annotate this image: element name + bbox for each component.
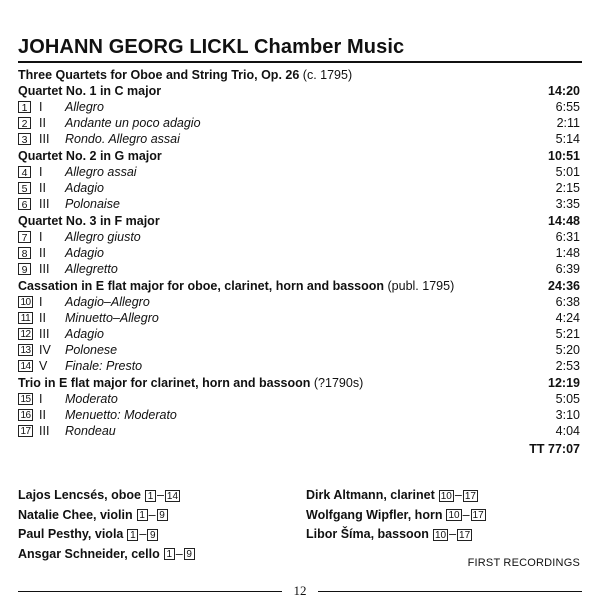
movement-number: I [39, 100, 43, 114]
track-row [18, 358, 580, 374]
tracklist-section [18, 375, 580, 439]
track-duration: 6:55 [555, 100, 580, 114]
track-row [18, 294, 580, 310]
track-duration: 5:20 [555, 343, 580, 357]
track-number-box: 5 [18, 182, 31, 194]
track-duration: 5:01 [555, 165, 580, 179]
movement-number: III [39, 197, 50, 211]
work-header-title: Quartet No. 2 in G major [18, 149, 162, 163]
track-range-start-box: 1 [127, 529, 138, 541]
track-range-end-box: 17 [459, 529, 471, 541]
work-header-note: (publ. 1795) [387, 279, 455, 293]
track-duration: 6:39 [555, 262, 580, 276]
movement-title: Moderato [65, 392, 118, 406]
movement-number: I [39, 392, 43, 406]
tracklist-section [18, 67, 580, 147]
movement-title: Adagio [65, 181, 104, 195]
work-header-title: Quartet No. 3 in F major [18, 214, 160, 228]
track-range-dash: – [449, 527, 457, 541]
movement-title: Polonese [65, 343, 118, 357]
track-range-dash: – [175, 546, 183, 561]
track-duration: 2:11 [556, 116, 580, 130]
track-number-box: 15 [18, 393, 33, 405]
track-row [18, 342, 580, 358]
track-duration: 6:31 [555, 230, 580, 244]
track-number-box: 9 [18, 263, 31, 275]
work-total-time: 10:51 [548, 149, 580, 163]
movement-number: II [39, 311, 46, 325]
grand-total-time: TT 77:07 [529, 442, 580, 456]
track-number-box: 12 [18, 328, 33, 340]
work-header-row [18, 278, 580, 294]
track-row [18, 261, 580, 277]
work-total-time: 24:36 [548, 279, 580, 293]
movement-number: V [39, 359, 48, 373]
track-row [18, 180, 580, 196]
movement-number: III [39, 132, 50, 146]
track-row [18, 326, 580, 342]
movement-title: Adagio [65, 246, 104, 260]
footer-rule-right [318, 591, 582, 592]
work-header-note: (?1790s) [313, 376, 364, 390]
movement-title: Allegro giusto [65, 230, 141, 244]
work-header-title: Quartet No. 1 in C major [18, 84, 162, 98]
page-title: JOHANN GEORG LICKL Chamber Music [18, 36, 405, 58]
performer-name: Libor Šíma, bassoon [306, 527, 429, 541]
work-total-time: 12:19 [548, 376, 580, 390]
movement-number: I [39, 165, 43, 179]
track-range-start-box: 10 [448, 510, 460, 522]
track-number-box: 13 [18, 344, 33, 356]
movement-number: I [39, 230, 43, 244]
track-duration: 6:38 [555, 295, 580, 309]
track-duration: 5:21 [555, 327, 580, 341]
performer-name: Dirk Altmann, clarinet [306, 488, 435, 502]
track-row [18, 407, 580, 423]
movement-number: II [39, 116, 46, 130]
tracklist-section [18, 213, 580, 277]
track-range-dash: – [139, 527, 147, 541]
track-duration: 5:14 [555, 132, 580, 146]
performer-row [306, 506, 486, 526]
performer-row [306, 486, 486, 506]
track-range-start-box: 1 [137, 509, 148, 521]
track-duration: 5:05 [555, 392, 580, 406]
track-row [18, 115, 580, 131]
track-duration: 3:35 [555, 197, 580, 211]
movement-title: Allegro [65, 100, 104, 114]
performer-name: Ansgar Schneider, cello [18, 546, 160, 561]
performer-name: Lajos Lencsés, oboe [18, 488, 141, 502]
work-header-row [18, 83, 580, 99]
track-number-box: 16 [18, 409, 33, 421]
track-range-end-box: 17 [464, 490, 476, 502]
movement-number: IV [39, 343, 51, 357]
movement-number: I [39, 295, 43, 309]
page-number: 12 [293, 583, 307, 598]
work-header [18, 278, 454, 294]
movement-title: Finale: Presto [65, 359, 143, 373]
track-range-end-box: 9 [157, 509, 168, 521]
track-range-start-box: 1 [145, 490, 156, 502]
movement-title: Adagio–Allegro [65, 295, 150, 309]
work-header [18, 83, 161, 99]
performer-row [18, 486, 195, 506]
work-header [18, 375, 363, 391]
performer-row [18, 545, 195, 565]
track-range-start-box: 1 [164, 548, 175, 560]
work-header-title: Trio in E flat major for clarinet, horn and bassoon [18, 376, 311, 390]
movement-title: Andante un poco adagio [65, 116, 201, 130]
work-header [18, 213, 160, 229]
movement-number: II [39, 181, 46, 195]
movement-number: II [39, 408, 46, 422]
track-range-start-box: 10 [434, 529, 447, 541]
track-duration: 2:53 [555, 359, 580, 373]
work-title-row [18, 67, 580, 83]
tracklist-section [18, 148, 580, 212]
movement-title: Rondeau [65, 424, 116, 438]
track-range-start-box: 10 [440, 490, 452, 502]
track-duration: 1:48 [555, 246, 580, 260]
tracklist [18, 66, 580, 457]
track-row [18, 99, 580, 115]
performer-name: Paul Pesthy, viola [18, 527, 124, 541]
title-rule [18, 61, 582, 63]
work-header-row [18, 213, 580, 229]
track-range-dash: – [156, 488, 164, 502]
work-title: Three Quartets for Oboe and String Trio, Op. 26 [18, 68, 300, 82]
track-number-box: 14 [18, 360, 33, 372]
tracklist-section [18, 278, 580, 374]
track-row [18, 164, 580, 180]
track-number-box: 2 [18, 117, 31, 129]
work-header-row [18, 375, 580, 391]
movement-number: III [39, 262, 50, 276]
track-row [18, 196, 580, 212]
track-row [18, 310, 580, 326]
performer-name: Natalie Chee, violin [18, 507, 133, 522]
track-range-end-box: 9 [147, 529, 158, 541]
track-number-box: 4 [18, 166, 31, 178]
first-recordings-label: FIRST RECORDINGS [467, 557, 580, 569]
movement-title: Polonaise [65, 197, 120, 211]
track-number-box: 17 [18, 425, 33, 437]
track-range-dash: – [148, 507, 156, 522]
track-range-end-box: 17 [472, 510, 484, 522]
track-duration: 2:15 [555, 181, 580, 195]
work-total-time: 14:20 [548, 84, 580, 98]
movement-title: Allegretto [65, 262, 118, 276]
track-number-box: 11 [18, 312, 33, 324]
movement-title: Rondo. Allegro assai [65, 132, 180, 146]
footer-rule-left [18, 591, 282, 592]
performer-row [306, 525, 486, 545]
track-range-end-box: 14 [166, 490, 179, 502]
performer-row [18, 506, 195, 526]
movement-title: Allegro assai [65, 165, 137, 179]
track-row [18, 391, 580, 407]
work-header-row [18, 148, 580, 164]
performers-left-column [18, 486, 195, 564]
track-number-box: 1 [18, 101, 31, 113]
movement-title: Adagio [65, 327, 104, 341]
track-row [18, 245, 580, 261]
track-number-box: 10 [18, 296, 33, 308]
track-range-dash: – [462, 507, 470, 522]
track-range-dash: – [454, 488, 462, 502]
performer-name: Wolfgang Wipfler, horn [306, 507, 443, 522]
track-number-box: 8 [18, 247, 31, 259]
movement-title: Minuetto–Allegro [65, 311, 159, 325]
movement-number: III [39, 327, 50, 341]
performers-right-column [306, 486, 486, 545]
track-range-end-box: 9 [184, 548, 195, 560]
track-duration: 3:10 [555, 408, 580, 422]
work-total-time: 14:48 [548, 214, 580, 228]
movement-number: II [39, 246, 46, 260]
movement-number: III [39, 424, 50, 438]
track-row [18, 423, 580, 439]
work-header-title: Cassation in E flat major for oboe, clarinet, horn and bassoon [18, 279, 385, 293]
track-number-box: 7 [18, 231, 31, 243]
track-row [18, 229, 580, 245]
track-duration: 4:24 [555, 311, 580, 325]
track-row [18, 131, 580, 147]
work-title-note: (c. 1795) [302, 68, 353, 82]
track-number-box: 6 [18, 198, 31, 210]
movement-title: Menuetto: Moderato [65, 408, 177, 422]
track-number-box: 3 [18, 133, 31, 145]
track-duration: 4:04 [555, 424, 580, 438]
performer-row [18, 525, 195, 545]
work-header [18, 148, 162, 164]
